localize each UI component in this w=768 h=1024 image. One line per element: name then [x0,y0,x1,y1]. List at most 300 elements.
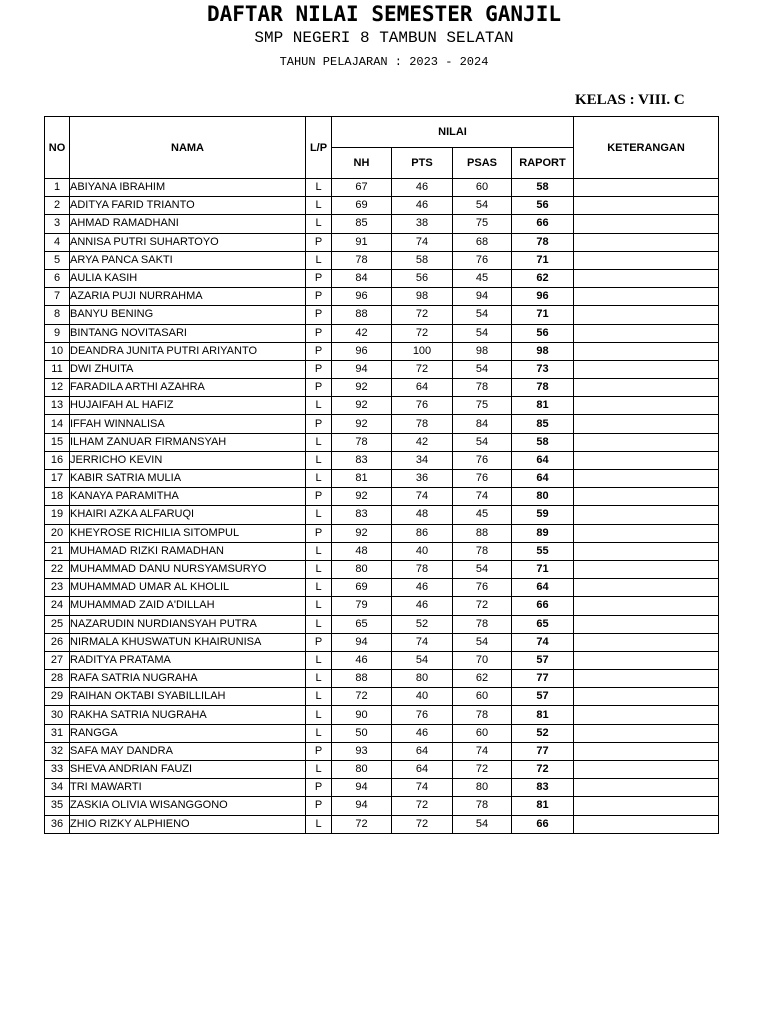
cell-pts: 76 [392,706,453,724]
cell-psas: 75 [453,397,512,415]
table-row [45,379,719,397]
cell-no: 19 [45,506,70,524]
table-row [45,451,719,469]
cell-pts: 72 [392,797,453,815]
cell-raport: 66 [512,597,574,615]
cell-psas: 68 [453,233,512,251]
cell-nama: NIRMALA KHUSWATUN KHAIRUNISA [70,633,306,651]
cell-lp: L [306,215,332,233]
cell-raport: 71 [512,306,574,324]
cell-nama: SAFA MAY DANDRA [70,742,306,760]
cell-keterangan [574,433,719,451]
cell-nh: 69 [332,579,392,597]
cell-no: 2 [45,197,70,215]
cell-raport: 71 [512,560,574,578]
cell-nh: 88 [332,670,392,688]
document-title: DAFTAR NILAI SEMESTER GANJIL [206,2,561,26]
header-keterangan: KETERANGAN [574,117,719,179]
cell-nama: KHAIRI AZKA ALFARUQI [70,506,306,524]
cell-nh: 80 [332,761,392,779]
cell-keterangan [574,506,719,524]
cell-nama: TRI MAWARTI [70,779,306,797]
cell-psas: 54 [453,360,512,378]
cell-keterangan [574,179,719,197]
cell-nh: 94 [332,797,392,815]
cell-raport: 81 [512,397,574,415]
cell-psas: 54 [453,197,512,215]
cell-no: 32 [45,742,70,760]
cell-keterangan [574,360,719,378]
cell-no: 20 [45,524,70,542]
cell-nama: AZARIA PUJI NURRAHMA [70,288,306,306]
grades-table [44,116,719,834]
cell-psas: 88 [453,524,512,542]
cell-keterangan [574,488,719,506]
cell-lp: L [306,451,332,469]
cell-no: 36 [45,815,70,833]
cell-nama: SHEVA ANDRIAN FAUZI [70,761,306,779]
cell-nh: 42 [332,324,392,342]
cell-no: 17 [45,470,70,488]
table-row [45,579,719,597]
cell-lp: L [306,615,332,633]
cell-psas: 54 [453,306,512,324]
cell-nh: 91 [332,233,392,251]
cell-psas: 60 [453,179,512,197]
cell-psas: 98 [453,342,512,360]
cell-lp: L [306,197,332,215]
cell-keterangan [574,415,719,433]
cell-pts: 64 [392,379,453,397]
cell-no: 3 [45,215,70,233]
cell-nh: 50 [332,724,392,742]
cell-pts: 36 [392,470,453,488]
cell-keterangan [574,542,719,560]
table-row [45,742,719,760]
cell-keterangan [574,706,719,724]
cell-no: 33 [45,761,70,779]
cell-no: 23 [45,579,70,597]
cell-pts: 52 [392,615,453,633]
cell-raport: 74 [512,633,574,651]
cell-no: 25 [45,615,70,633]
cell-raport: 81 [512,797,574,815]
cell-pts: 78 [392,415,453,433]
cell-keterangan [574,797,719,815]
cell-no: 8 [45,306,70,324]
cell-nh: 81 [332,470,392,488]
cell-nh: 69 [332,197,392,215]
cell-nh: 93 [332,742,392,760]
table-row [45,488,719,506]
cell-nama: ZASKIA OLIVIA WISANGGONO [70,797,306,815]
cell-nh: 48 [332,542,392,560]
cell-nama: MUHAMMAD ZAID A'DILLAH [70,597,306,615]
cell-nh: 88 [332,306,392,324]
table-row [45,542,719,560]
cell-pts: 46 [392,579,453,597]
cell-lp: L [306,597,332,615]
cell-lp: L [306,470,332,488]
cell-no: 10 [45,342,70,360]
cell-nama: KANAYA PARAMITHA [70,488,306,506]
table-row [45,670,719,688]
cell-no: 14 [45,415,70,433]
cell-lp: L [306,179,332,197]
cell-keterangan [574,233,719,251]
table-row [45,306,719,324]
cell-keterangan [574,269,719,287]
cell-raport: 98 [512,342,574,360]
cell-psas: 54 [453,560,512,578]
table-row [45,415,719,433]
cell-keterangan [574,688,719,706]
cell-nh: 72 [332,815,392,833]
table-row [45,779,719,797]
cell-pts: 74 [392,488,453,506]
cell-pts: 78 [392,560,453,578]
cell-nh: 78 [332,433,392,451]
cell-no: 21 [45,542,70,560]
cell-lp: L [306,688,332,706]
cell-keterangan [574,633,719,651]
cell-pts: 58 [392,251,453,269]
cell-pts: 46 [392,724,453,742]
cell-psas: 75 [453,215,512,233]
cell-raport: 59 [512,506,574,524]
cell-nh: 85 [332,215,392,233]
cell-nh: 90 [332,706,392,724]
cell-nama: IFFAH WINNALISA [70,415,306,433]
cell-pts: 46 [392,197,453,215]
cell-pts: 34 [392,451,453,469]
cell-pts: 72 [392,306,453,324]
cell-keterangan [574,779,719,797]
cell-lp: P [306,342,332,360]
cell-no: 12 [45,379,70,397]
cell-nama: KABIR SATRIA MULIA [70,470,306,488]
cell-lp: L [306,542,332,560]
cell-lp: P [306,633,332,651]
table-row [45,233,719,251]
cell-nama: MUHAMAD RIZKI RAMADHAN [70,542,306,560]
cell-psas: 76 [453,251,512,269]
cell-no: 15 [45,433,70,451]
cell-nama: ANNISA PUTRI SUHARTOYO [70,233,306,251]
table-row [45,724,719,742]
cell-nh: 78 [332,251,392,269]
cell-psas: 76 [453,470,512,488]
cell-keterangan [574,651,719,669]
cell-keterangan [574,524,719,542]
table-row [45,179,719,197]
cell-raport: 64 [512,451,574,469]
cell-psas: 78 [453,706,512,724]
cell-nama: ZHIO RIZKY ALPHIENO [70,815,306,833]
cell-nh: 92 [332,397,392,415]
cell-raport: 78 [512,379,574,397]
cell-psas: 80 [453,779,512,797]
cell-lp: P [306,306,332,324]
cell-nh: 94 [332,360,392,378]
cell-nama: JERRICHO KEVIN [70,451,306,469]
cell-nama: MUHAMMAD UMAR AL KHOLIL [70,579,306,597]
cell-raport: 89 [512,524,574,542]
cell-no: 9 [45,324,70,342]
cell-raport: 57 [512,651,574,669]
cell-pts: 64 [392,742,453,760]
table-row [45,706,719,724]
cell-nama: NAZARUDIN NURDIANSYAH PUTRA [70,615,306,633]
cell-nh: 65 [332,615,392,633]
cell-no: 30 [45,706,70,724]
cell-pts: 74 [392,233,453,251]
grades-table-body [45,179,719,834]
cell-lp: L [306,433,332,451]
cell-psas: 94 [453,288,512,306]
cell-raport: 78 [512,233,574,251]
cell-pts: 72 [392,360,453,378]
cell-psas: 84 [453,415,512,433]
cell-nh: 80 [332,560,392,578]
cell-no: 7 [45,288,70,306]
cell-psas: 74 [453,742,512,760]
cell-pts: 80 [392,670,453,688]
cell-lp: L [306,651,332,669]
cell-no: 26 [45,633,70,651]
cell-keterangan [574,724,719,742]
cell-nama: RANGGA [70,724,306,742]
cell-keterangan [574,197,719,215]
cell-nh: 92 [332,415,392,433]
cell-nh: 94 [332,633,392,651]
table-row [45,251,719,269]
cell-lp: L [306,815,332,833]
cell-lp: P [306,742,332,760]
cell-raport: 72 [512,761,574,779]
cell-nama: FARADILA ARTHI AZAHRA [70,379,306,397]
header-nh: NH [332,148,392,179]
cell-psas: 72 [453,761,512,779]
cell-keterangan [574,615,719,633]
table-row [45,597,719,615]
cell-raport: 56 [512,197,574,215]
cell-raport: 66 [512,215,574,233]
table-row [45,524,719,542]
cell-pts: 54 [392,651,453,669]
cell-no: 27 [45,651,70,669]
cell-no: 22 [45,560,70,578]
cell-pts: 56 [392,269,453,287]
cell-lp: P [306,360,332,378]
cell-nama: AHMAD RAMADHANI [70,215,306,233]
cell-pts: 74 [392,633,453,651]
cell-nh: 67 [332,179,392,197]
table-row [45,797,719,815]
cell-keterangan [574,597,719,615]
cell-nama: ARYA PANCA SAKTI [70,251,306,269]
table-row [45,761,719,779]
header-no: NO [45,117,70,179]
cell-pts: 72 [392,324,453,342]
cell-psas: 60 [453,724,512,742]
cell-lp: P [306,379,332,397]
cell-nh: 84 [332,269,392,287]
cell-lp: L [306,706,332,724]
cell-no: 29 [45,688,70,706]
table-row [45,397,719,415]
cell-keterangan [574,342,719,360]
cell-psas: 54 [453,433,512,451]
cell-keterangan [574,215,719,233]
cell-nh: 96 [332,288,392,306]
cell-no: 6 [45,269,70,287]
table-row [45,470,719,488]
cell-psas: 78 [453,542,512,560]
cell-psas: 54 [453,633,512,651]
cell-nh: 83 [332,506,392,524]
cell-nama: ADITYA FARID TRIANTO [70,197,306,215]
header-nilai: NILAI [332,117,574,148]
cell-lp: L [306,761,332,779]
cell-raport: 57 [512,688,574,706]
cell-nama: AULIA KASIH [70,269,306,287]
cell-keterangan [574,815,719,833]
cell-no: 28 [45,670,70,688]
cell-nh: 83 [332,451,392,469]
academic-year: TAHUN PELAJARAN : 2023 - 2024 [279,55,489,69]
cell-nh: 79 [332,597,392,615]
cell-nama: DWI ZHUITA [70,360,306,378]
cell-psas: 62 [453,670,512,688]
header-nama: NAMA [70,117,306,179]
cell-raport: 64 [512,579,574,597]
cell-keterangan [574,761,719,779]
cell-lp: P [306,797,332,815]
table-row [45,269,719,287]
cell-pts: 46 [392,179,453,197]
cell-no: 18 [45,488,70,506]
header-pts: PTS [392,148,453,179]
cell-pts: 100 [392,342,453,360]
cell-lp: P [306,269,332,287]
cell-raport: 56 [512,324,574,342]
cell-nama: RAIHAN OKTABI SYABILLILAH [70,688,306,706]
cell-nh: 92 [332,488,392,506]
cell-psas: 78 [453,379,512,397]
cell-psas: 74 [453,488,512,506]
cell-no: 35 [45,797,70,815]
cell-psas: 72 [453,597,512,615]
cell-psas: 60 [453,688,512,706]
cell-pts: 48 [392,506,453,524]
header-lp: L/P [306,117,332,179]
cell-keterangan [574,251,719,269]
cell-pts: 40 [392,688,453,706]
cell-keterangan [574,288,719,306]
cell-lp: L [306,397,332,415]
cell-psas: 45 [453,269,512,287]
school-name: SMP NEGERI 8 TAMBUN SELATAN [254,29,514,47]
cell-psas: 76 [453,579,512,597]
cell-psas: 54 [453,324,512,342]
table-row [45,342,719,360]
cell-raport: 62 [512,269,574,287]
cell-pts: 72 [392,815,453,833]
cell-nama: BANYU BENING [70,306,306,324]
cell-lp: L [306,579,332,597]
cell-nama: RAKHA SATRIA NUGRAHA [70,706,306,724]
cell-keterangan [574,451,719,469]
cell-no: 1 [45,179,70,197]
cell-keterangan [574,379,719,397]
header-psas: PSAS [453,148,512,179]
cell-no: 16 [45,451,70,469]
table-row [45,688,719,706]
cell-nama: BINTANG NOVITASARI [70,324,306,342]
cell-keterangan [574,306,719,324]
cell-raport: 77 [512,670,574,688]
cell-pts: 76 [392,397,453,415]
cell-keterangan [574,560,719,578]
table-row [45,197,719,215]
table-row [45,324,719,342]
cell-lp: L [306,506,332,524]
table-row [45,433,719,451]
cell-keterangan [574,670,719,688]
cell-psas: 78 [453,797,512,815]
cell-lp: P [306,415,332,433]
cell-raport: 66 [512,815,574,833]
cell-no: 4 [45,233,70,251]
cell-nama: KHEYROSE RICHILIA SITOMPUL [70,524,306,542]
header-raport: RAPORT [512,148,574,179]
cell-raport: 80 [512,488,574,506]
cell-lp: L [306,724,332,742]
cell-nama: DEANDRA JUNITA PUTRI ARIYANTO [70,342,306,360]
cell-keterangan [574,397,719,415]
cell-nh: 92 [332,379,392,397]
cell-raport: 58 [512,179,574,197]
cell-keterangan [574,470,719,488]
cell-lp: P [306,488,332,506]
cell-pts: 38 [392,215,453,233]
cell-pts: 74 [392,779,453,797]
table-row [45,651,719,669]
table-row [45,615,719,633]
cell-nama: RAFA SATRIA NUGRAHA [70,670,306,688]
cell-raport: 52 [512,724,574,742]
cell-pts: 40 [392,542,453,560]
cell-keterangan [574,324,719,342]
cell-pts: 42 [392,433,453,451]
cell-psas: 70 [453,651,512,669]
cell-lp: P [306,288,332,306]
cell-lp: L [306,560,332,578]
cell-pts: 98 [392,288,453,306]
cell-raport: 64 [512,470,574,488]
table-row [45,815,719,833]
cell-no: 11 [45,360,70,378]
cell-lp: P [306,779,332,797]
table-row [45,560,719,578]
cell-nama: RADITYA PRATAMA [70,651,306,669]
cell-nh: 46 [332,651,392,669]
cell-no: 13 [45,397,70,415]
cell-nama: HUJAIFAH AL HAFIZ [70,397,306,415]
class-label: KELAS : VIII. C [575,92,685,108]
table-row [45,288,719,306]
